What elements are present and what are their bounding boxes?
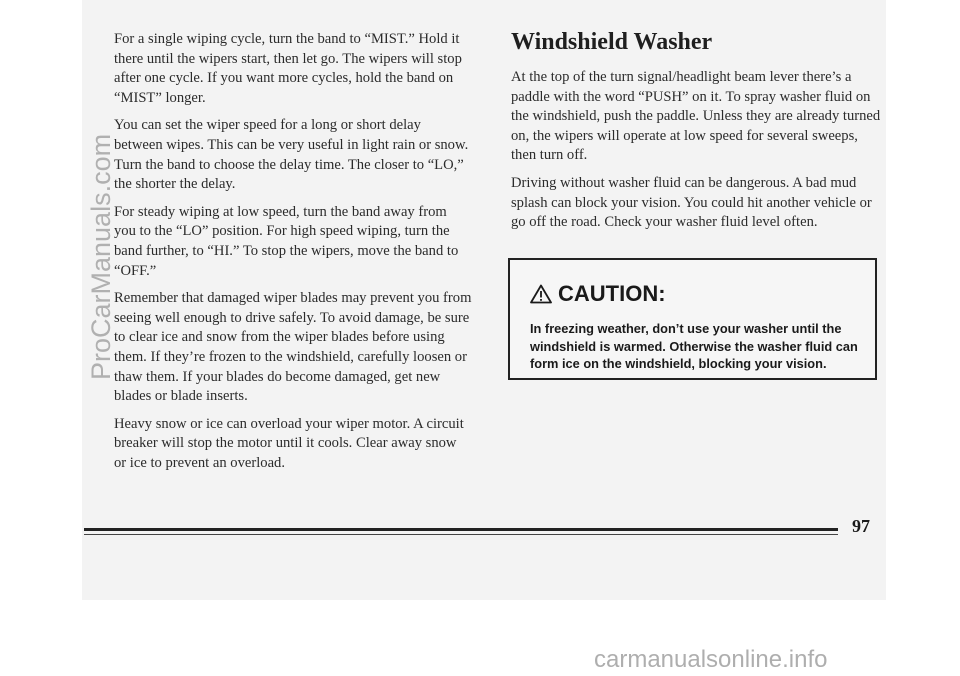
left-column: [114, 30, 472, 481]
paragraph-washer-fluid: Driving without washer fluid can be dangerous. A bad mud splash can block your vision. You could hit another vehicle or go off the road. Check your washer fluid level often.: [511, 174, 872, 231]
footer-rule-thin: [84, 534, 838, 535]
watermark-bottom: carmanualsonline.info: [594, 646, 828, 673]
caution-box: [508, 258, 877, 380]
paragraph-delay: You can set the wiper speed for a long or short delay between wipes. This can be very useful in light rain or snow. Turn the band to choose the delay time. The closer to “LO,” the shorter the delay.: [114, 117, 469, 193]
paragraph-mist: For a single wiping cycle, turn the band to “MIST.” Hold it there until the wipers start, then let go. The wipers will stop after one cycle. If you want more cycles, hold the band on “MIST” longer.: [114, 31, 462, 106]
caution-text: In freezing weather, don’t use your washer until the windshield is warmed. Otherwise the washer fluid can form ice on the windshield, blocking your vision.: [530, 321, 858, 371]
paragraph-damaged-blades: Remember that damaged wiper blades may prevent you from seeing well enough to drive safely. To avoid damage, be sure to clear ice and snow from the wiper blades before using them. If they’re frozen to the windshield, carefully loosen or thaw them. If your blades do become damaged, get new blades or blade inserts.: [114, 290, 472, 405]
caution-header: [530, 282, 666, 306]
section-title: Windshield Washer: [511, 29, 713, 55]
warning-triangle-icon: [530, 284, 552, 304]
page-number: 97: [852, 516, 870, 536]
footer-rule: [84, 528, 838, 531]
caution-heading: CAUTION:: [558, 281, 666, 306]
paragraph-washer-paddle: At the top of the turn signal/headlight beam lever there’s a paddle with the word “PUSH” on it. To spray washer fluid on the windshield, push the paddle. Unless they are already turned on, the wipers will operate at low speed for several sweeps, then turn off.: [511, 69, 881, 164]
right-column: [511, 28, 881, 241]
watermark-vertical: ProCarManuals.com: [86, 133, 116, 380]
paragraph-steady-wiping: For steady wiping at low speed, turn the band away from you to the “LO” position. For high speed wiping, turn the band further, to “HI.” To stop the wipers, move the band to “OFF.”: [114, 203, 459, 279]
paragraph-overload: Heavy snow or ice can overload your wiper motor. A circuit breaker will stop the motor until it cools. Clear away snow or ice to prevent an overload.: [114, 415, 464, 471]
